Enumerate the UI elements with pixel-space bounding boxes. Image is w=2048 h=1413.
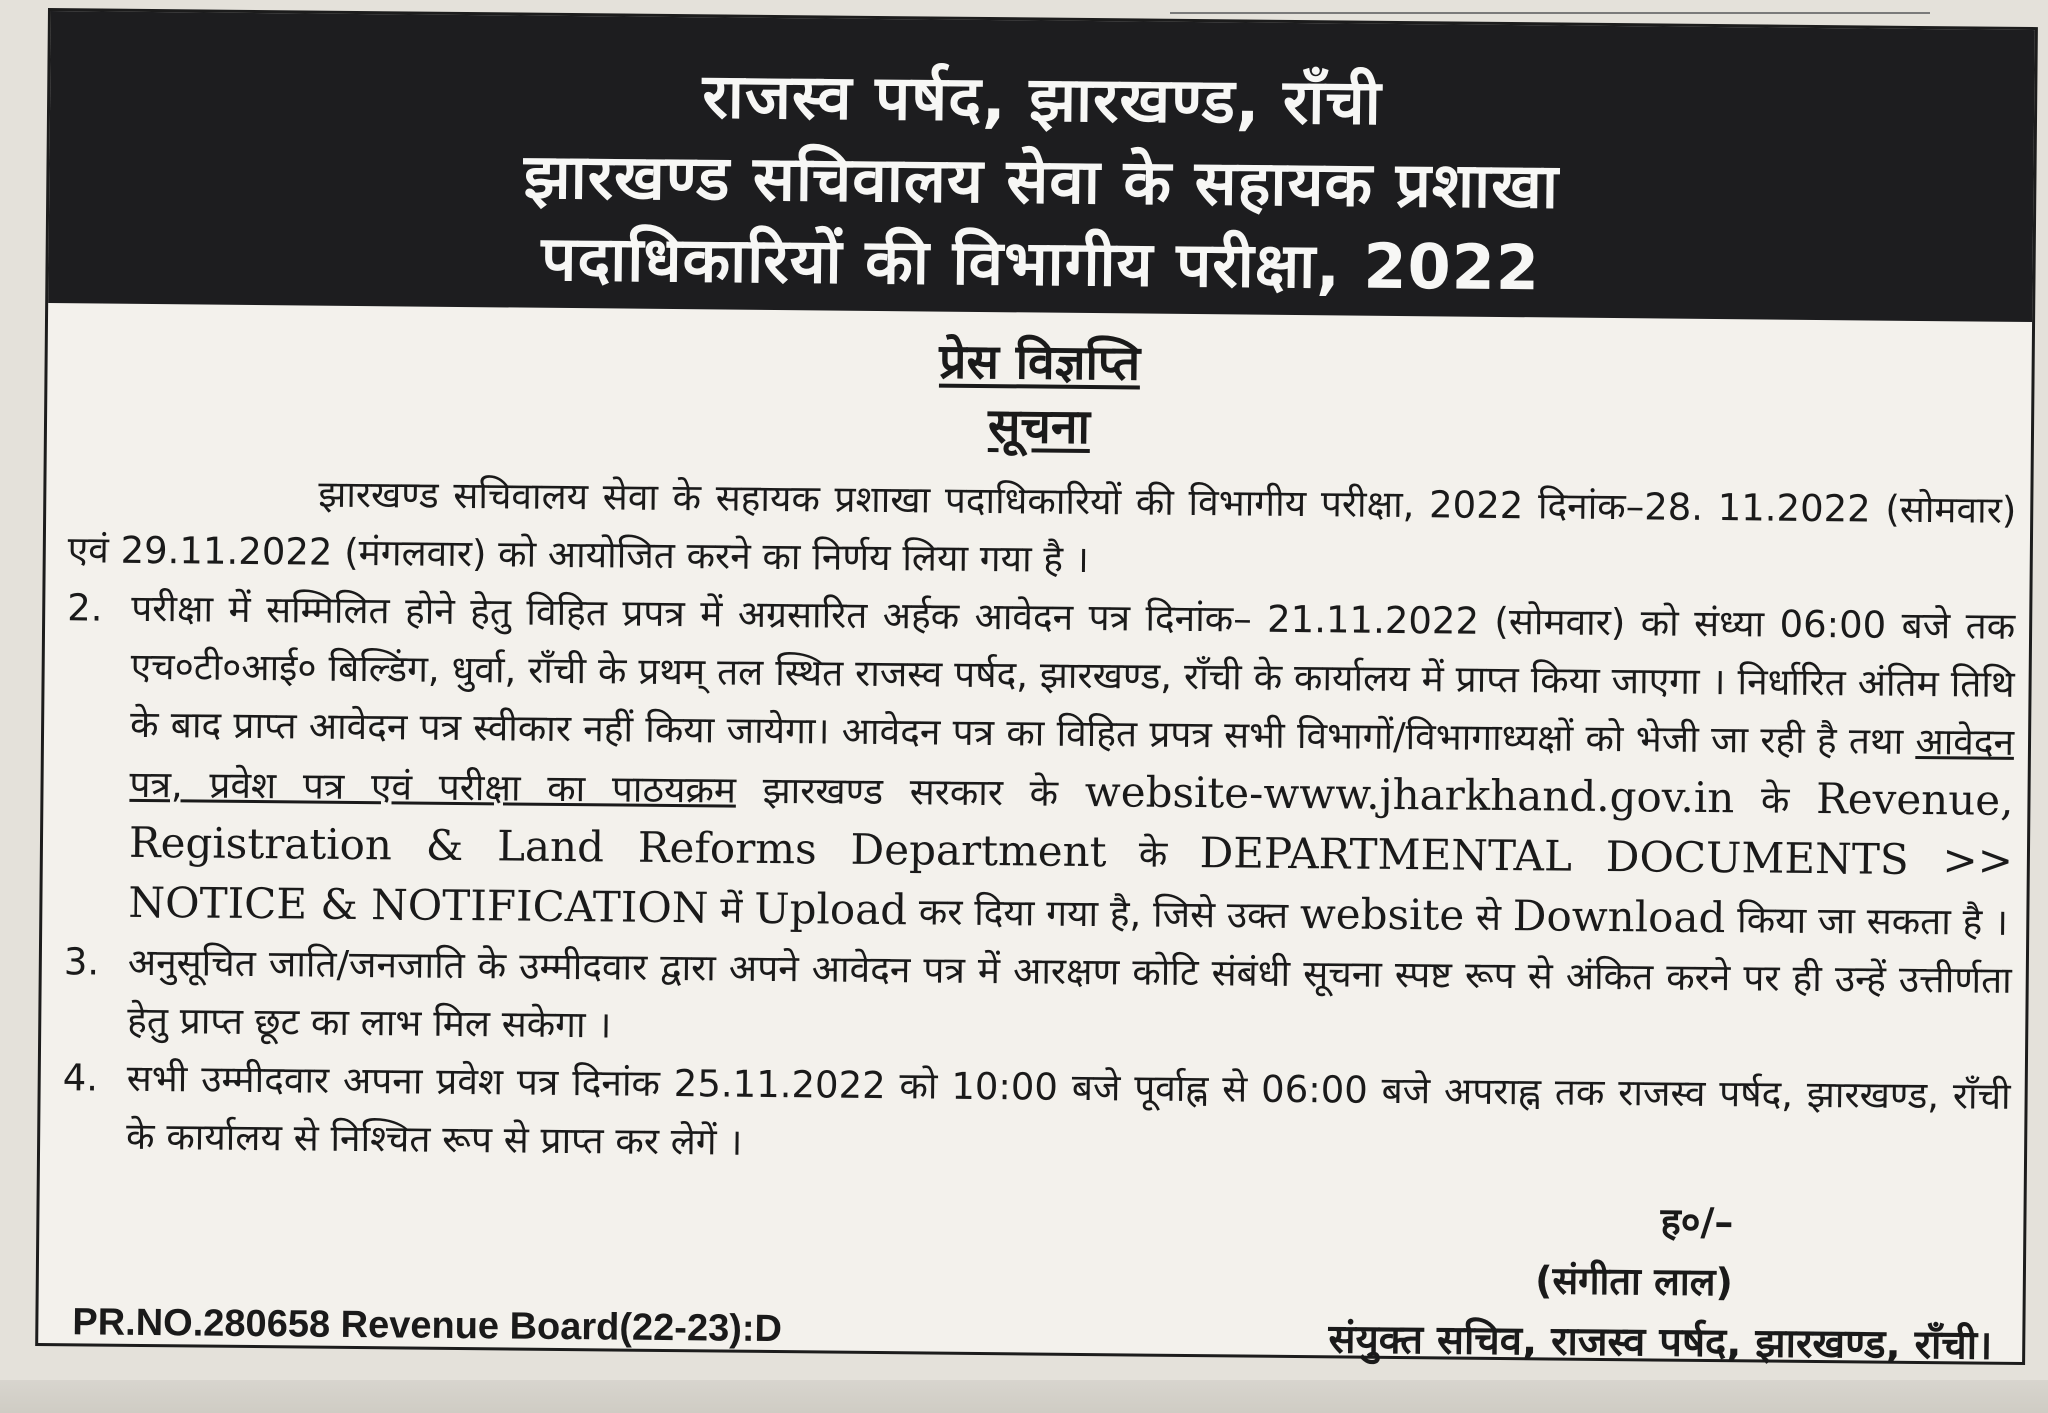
banner-line-3: पदाधिकारियों की विभागीय परीक्षा, 2022: [540, 221, 1541, 305]
paragraph-2-text-b: झारखण्ड सरकार के: [762, 768, 1059, 815]
paragraph-1: झारखण्ड सचिवालय सेवा के सहायक प्रशाखा पदाधिकारियों की विभागीय परीक्षा, 2022 दिनांक–28. 11.2022 (सोमवार) एवं 29.11.2022 (मंगलवार) को आयोजित करने का निर्णय लिया गया है ।: [67, 472, 2017, 582]
upload-word: Upload: [753, 883, 908, 935]
documents-path: DEPARTMENTAL DOCUMENTS >> NOTICE & NOTIFICATION: [128, 828, 2014, 933]
paragraph-2-text-a: परीक्षा में सम्मिलित होने हेतु विहित प्रपत्र में अग्रसारित अर्हक आवेदन पत्र दिनांक– 21.11.2022 (सोमवार) को संध्या 06:00 बजे तक एच०टी०आई० बिल्डिंग, धुर्वा, राँची के प्रथम् तल स्थित राजस्व पर्षद, झारखण्ड, राँची के कार्यालय में प्राप्त किया जाएगा । निर्धारित अंतिम तिथि के बाद प्राप्त आवेदन पत्र स्वीकार नहीं किया जायेगा। आवेदन पत्र का विहित प्रपत्र सभी विभागों/विभागाध्यक्षों को भेजी जा रही है तथा: [129, 586, 2016, 763]
download-word: Download: [1512, 891, 1726, 943]
paragraph-2-text-g: से: [1475, 895, 1502, 939]
signatory-name: (संगीता लाल): [1534, 1258, 1734, 1305]
paragraph-2-text-c: के: [1760, 778, 1790, 822]
website-text: website-www.jharkhand.gov.in: [1084, 766, 1735, 823]
paragraph-2-text-f: कर दिया गया है, जिसे उक्त: [918, 890, 1289, 937]
press-release-heading: प्रेस विज्ञप्ति: [938, 333, 1141, 392]
website-word: website: [1299, 889, 1465, 940]
documents-underlined-text: आवेदन पत्र, प्रवेश पत्र एवं परीक्षा का पाठयक्रम: [129, 719, 2015, 812]
paragraph-2-text-d: के: [1138, 832, 1168, 876]
paragraph-4: [62, 1049, 2011, 1184]
department-name: Revenue, Registration & Land Reforms Department: [128, 774, 2014, 877]
notice-body: [62, 463, 2017, 1184]
page-edge-line: [1170, 0, 1930, 14]
item-number-2: 2.: [67, 586, 103, 630]
banner-line-2: झारखण्ड सचिवालय सेवा के सहायक प्रशाखा: [523, 139, 1560, 223]
paragraph-2-text-e: में: [720, 888, 743, 932]
banner-line-1: राजस्व पर्षद, झारखण्ड, राँची: [702, 59, 1383, 139]
pr-number: PR.NO.280658 Revenue Board(22-23):D: [72, 1301, 783, 1351]
notice-heading: सूचना: [987, 398, 1091, 456]
paragraph-2-text-h: किया जा सकता है ।: [1736, 898, 2009, 944]
signed-mark: ह०/–: [1660, 1199, 1734, 1245]
signatory-designation: संयुक्त सचिव, राजस्व पर्षद, झारखण्ड, राँची।: [1328, 1316, 1993, 1369]
item-number-4: 4.: [62, 1056, 99, 1100]
header-banner: [48, 11, 2035, 322]
paragraph-3: [63, 933, 2012, 1068]
item-number-3: 3.: [63, 940, 100, 984]
press-notice: [35, 8, 2038, 1369]
paragraph-2: [64, 579, 2015, 952]
page-bottom-shadow: [0, 1380, 2048, 1413]
paragraph-3-text: अनुसूचित जाति/जनजाति के उम्मीदवार द्वारा अपने आवेदन पत्र में आरक्षण कोटि संबंधी सूचना स्पष्ट रूप से अंकित करने पर ही उन्हें उत्तीर्णता हेतु प्राप्त छूट का लाभ मिल सकेगा ।: [127, 940, 2012, 1047]
paragraph-4-text: सभी उम्मीदवार अपना प्रवेश पत्र दिनांक 25.11.2022 को 10:00 बजे पूर्वाह्न से 06:00 बजे अपराह्न तक राजस्व पर्षद, झारखण्ड, राँची के कार्यालय से निश्चित रूप से प्राप्त कर लेगें ।: [125, 1056, 2011, 1164]
